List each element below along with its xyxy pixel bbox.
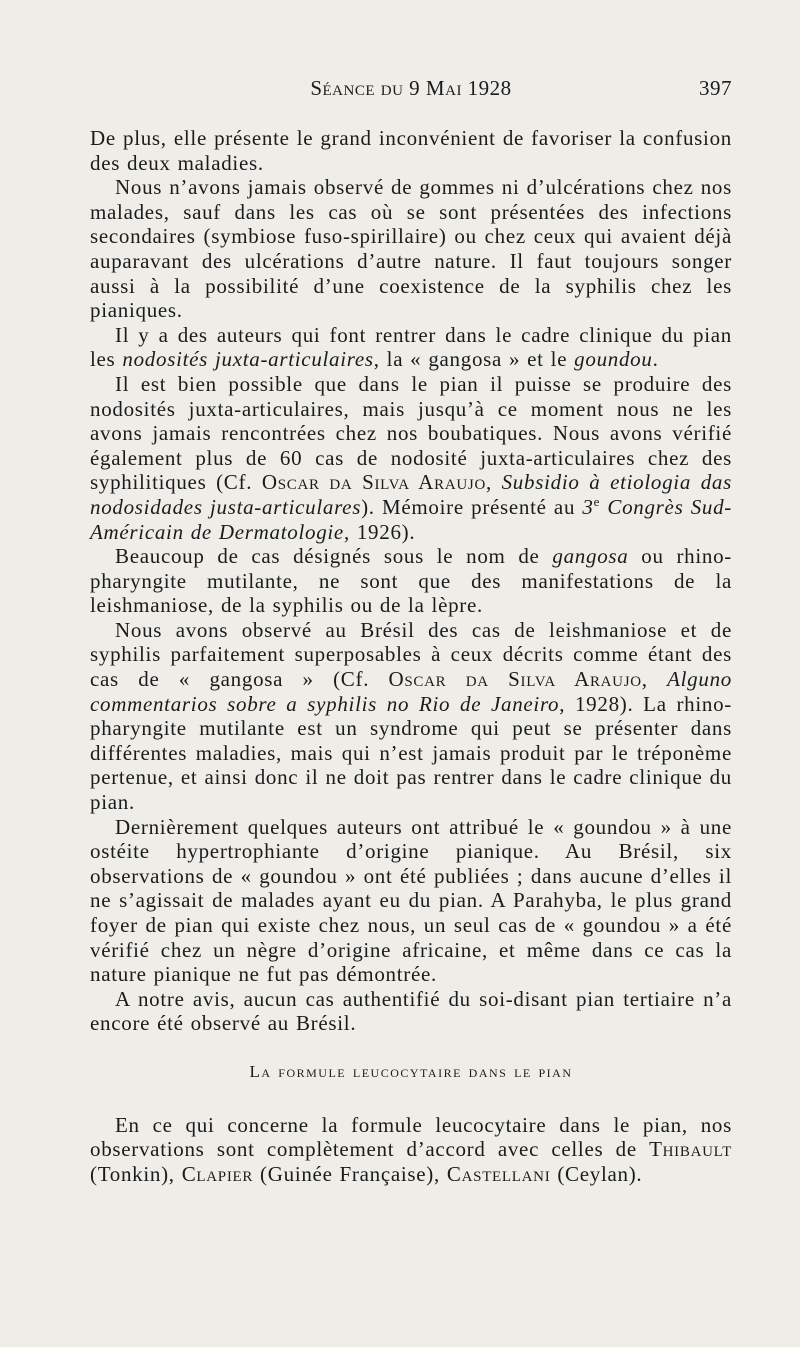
paragraph-1: De plus, elle présente le grand inconvénient de favoriser la confusion des deux maladies. bbox=[90, 126, 732, 175]
author-name: Clapier bbox=[181, 1161, 254, 1186]
page-number: 397 bbox=[699, 76, 732, 100]
author-name: Oscar da Silva Araujo bbox=[261, 470, 486, 495]
paragraph-8: A notre avis, aucun cas authentifié du soi-disant pian tertiaire n’a encore été observé au Brésil. bbox=[90, 986, 732, 1036]
citation-title: Subsidio à etiologia das nodosidades justa-articulares bbox=[90, 470, 732, 519]
paragraph-7: Dernièrement quelques auteurs ont attribué le « goundou » à une ostéite hypertrophiante d’origine pianique. Au Brésil, six observations de « goundou » ont été publiées ; dans aucune d’elles il ne s’agissait de malades ayant eu du pian. A Parahyba, le plus grand foyer de pian qui existe chez nous, un seul cas de « goundou » a été vérifié chez un nègre d’origine africaine, et même dans ce cas la nature pianique ne fut pas démontrée. bbox=[90, 814, 732, 987]
running-title: Séance du 9 Mai 1928 bbox=[310, 76, 512, 100]
author-name: Oscar da Silva Araujo bbox=[388, 667, 642, 692]
paragraph-4: Il est bien possible que dans le pian il puisse se produire des nodosités juxta-articulaires, mais jusqu’à ce moment nous ne les avons jamais rencontrées chez nos boubatiques. Nous avons vérifié également plus de 60 cas de nodosité juxta-articulaires chez des syphilitiques (Cf. Oscar da Silva Araujo, Subsidio à etiologia das nodosidades justa-articulares). Mémoire présenté au 3e Congrès Sud-Américain de Dermatologie, 1926). bbox=[90, 371, 732, 544]
paragraph-3: Il y a des auteurs qui font rentrer dans le cadre clinique du pian les nodosités juxta-articulaires, la « gangosa » et le goundou. bbox=[90, 322, 732, 372]
citation-title: Alguno commentarios sobre a syphilis no Rio de Janeiro bbox=[90, 667, 732, 716]
running-header bbox=[90, 76, 732, 106]
paragraph-2: Nous n’avons jamais observé de gommes ni d’ulcérations chez nos malades, sauf dans les cas où se sont présentées des infections secondaires (symbiose fuso-spirillaire) ou chez ceux qui avaient déjà auparavant des ulcérations d’autre nature. Il faut toujours songer aussi à la possibilité d’une coexistence de la syphilis chez les pianiques. bbox=[90, 175, 732, 323]
section-title: La formule leucocytaire dans le pian bbox=[249, 1061, 573, 1081]
paragraph-9: En ce qui concerne la formule leucocytaire dans le pian, nos observations sont complètement d’accord avec celles de Thibault (Tonkin), Clapier (Guinée Française), Castellani (Ceylan). bbox=[90, 1112, 732, 1186]
body-text bbox=[90, 126, 732, 1186]
paragraph-6: Nous avons observé au Brésil des cas de leishmaniose et de syphilis parfaitement superposables à ceux décrits comme étant des cas de « gangosa » (Cf. Oscar da Silva Araujo, Alguno commentarios sobre a syphilis no Rio de Janeiro, 1928). La rhino-pharyngite mutilante est un syndrome qui peut se présenter dans différentes maladies, mais qui n’est jamais produit par le tréponème pertenue, et ainsi donc il ne doit pas rentrer dans le cadre clinique du pian. bbox=[90, 617, 733, 815]
author-name: Castellani bbox=[446, 1161, 551, 1186]
paragraph-5: Beaucoup de cas désignés sous le nom de gangosa ou rhino-pharyngite mutilante, ne sont que des manifestations de la leishmaniose, de la syphilis ou de la lèpre. bbox=[90, 544, 732, 618]
author-name: Thibault bbox=[649, 1137, 732, 1162]
